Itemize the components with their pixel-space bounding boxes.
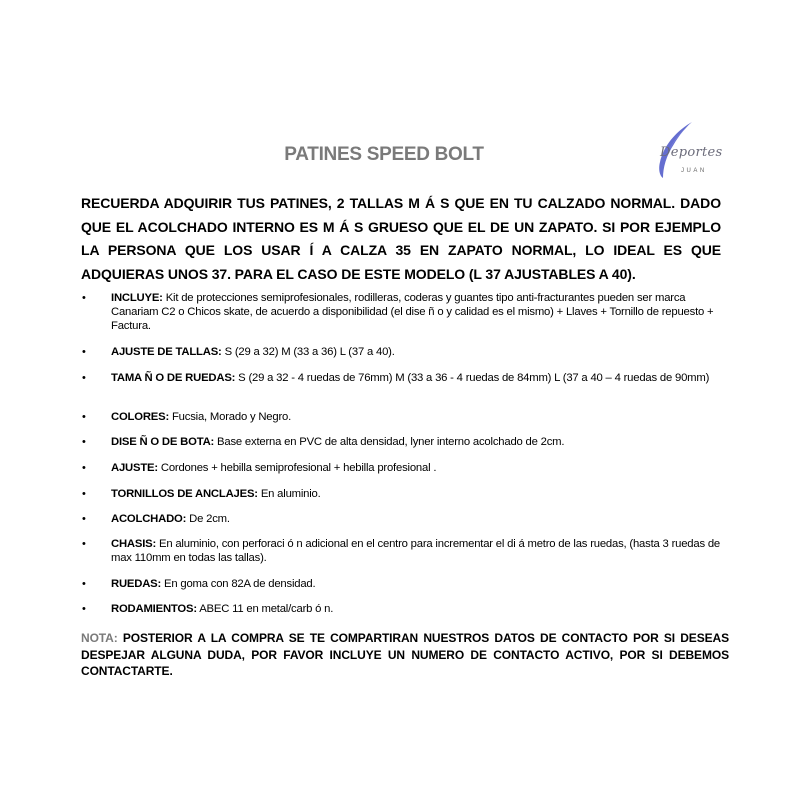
item-label: RODAMIENTOS: [111, 603, 197, 615]
bullet-marker: • [82, 513, 86, 525]
item-label: CHASIS: [111, 538, 157, 550]
item-label: DISE Ñ O DE BOTA: [111, 436, 215, 448]
item-text: En aluminio. [257, 488, 321, 500]
item-text: En goma con 82A de densidad. [161, 578, 316, 590]
list-item-incluye [111, 291, 726, 334]
bullet-marker: • [82, 578, 86, 590]
note-label: NOTA: [81, 631, 118, 645]
brand-logo [648, 118, 748, 190]
item-text: Kit de protecciones semiprofesionales, rodilleras, coderas y guantes tipo anti-fracturantes pueden ser marca Canariam C2 o Chicos skate, de acuerdo a disponibilidad (el dise ñ o y calidad es el mismo) + Llaves + Tornillo de repuesto + Factura. [111, 292, 714, 333]
list-item-colores [111, 410, 726, 424]
bullet-marker: • [82, 488, 86, 500]
list-item-ajuste [111, 461, 726, 475]
note-text: POSTERIOR A LA COMPRA SE TE COMPARTIRAN NUESTROS DATOS DE CONTACTO POR SI DESEAS DESPEJAR ALGUNA DUDA, POR FAVOR INCLUYE UN NUMERO DE CONTACTO ACTIVO, POR SI DEBEMOS CONTACTARTE. [81, 631, 729, 678]
item-text: S (29 a 32 - 4 ruedas de 76mm) M (33 a 36 - 4 ruedas de 84mm) L (37 a 40 – 4 ruedas de 90mm) [235, 372, 710, 384]
bullet-marker: • [82, 346, 86, 358]
bullet-marker: • [82, 292, 86, 304]
list-item-diseno-bota [111, 435, 726, 449]
list-item-tamano-ruedas [111, 371, 726, 385]
list-item-acolchado [111, 512, 726, 526]
item-text: Base externa en PVC de alta densidad, lyner interno acolchado de 2cm. [214, 436, 565, 448]
intro-paragraph: RECUERDA ADQUIRIR TUS PATINES, 2 TALLAS M Á S QUE EN TU CALZADO NORMAL. DADO QUE EL ACOLCHADO INTERNO ES M Á S GRUESO QUE EL DE UN ZAPATO. SI POR EJEMPLO LA PERSONA QUE LOS USAR Í A CALZA 35 EN ZAPATO NORMAL, LO IDEAL ES QUE ADQUIERAS UNOS 37. PARA EL CASO DE ESTE MODELO (L 37 AJUSTABLES A 40). [81, 195, 721, 282]
item-text: De 2cm. [186, 513, 230, 525]
item-text: S (29 a 32) M (33 a 36) L (37 a 40). [221, 346, 395, 358]
bullet-marker: • [82, 462, 86, 474]
list-item-chasis [111, 537, 726, 565]
item-label: RUEDAS: [111, 578, 162, 590]
bullet-marker: • [82, 538, 86, 550]
bullet-marker: • [82, 411, 86, 423]
logo-script-text: Deportes [660, 145, 723, 160]
item-label: INCLUYE: [111, 292, 163, 304]
item-label: TORNILLOS DE ANCLAJES: [111, 488, 258, 500]
list-item-tornillos [111, 487, 726, 501]
item-text: ABEC 11 en metal/carb ó n. [196, 603, 334, 615]
note-paragraph [81, 630, 729, 680]
bullet-marker: • [82, 436, 86, 448]
logo-sub-text: JUAN [681, 168, 707, 174]
bullet-marker: • [82, 603, 86, 615]
page-title: PATINES SPEED BOLT [284, 144, 484, 165]
list-item-ruedas [111, 577, 726, 591]
item-label: AJUSTE: [111, 462, 158, 474]
item-label: COLORES: [111, 411, 170, 423]
list-item-ajuste-tallas [111, 345, 726, 359]
item-text: En aluminio, con perforaci ó n adicional en el centro para incrementar el di á metro de las ruedas, (hasta 3 ruedas de max 110mm en todas las tallas). [111, 538, 721, 565]
item-text: Cordones + hebilla semiprofesional + hebilla profesional . [157, 462, 437, 474]
list-item-rodamientos [111, 602, 726, 616]
bullet-marker: • [82, 372, 86, 384]
item-label: TAMA Ñ O DE RUEDAS: [111, 372, 236, 384]
item-label: ACOLCHADO: [111, 513, 187, 525]
item-label: AJUSTE DE TALLAS: [111, 346, 222, 358]
item-text: Fucsia, Morado y Negro. [169, 411, 292, 423]
